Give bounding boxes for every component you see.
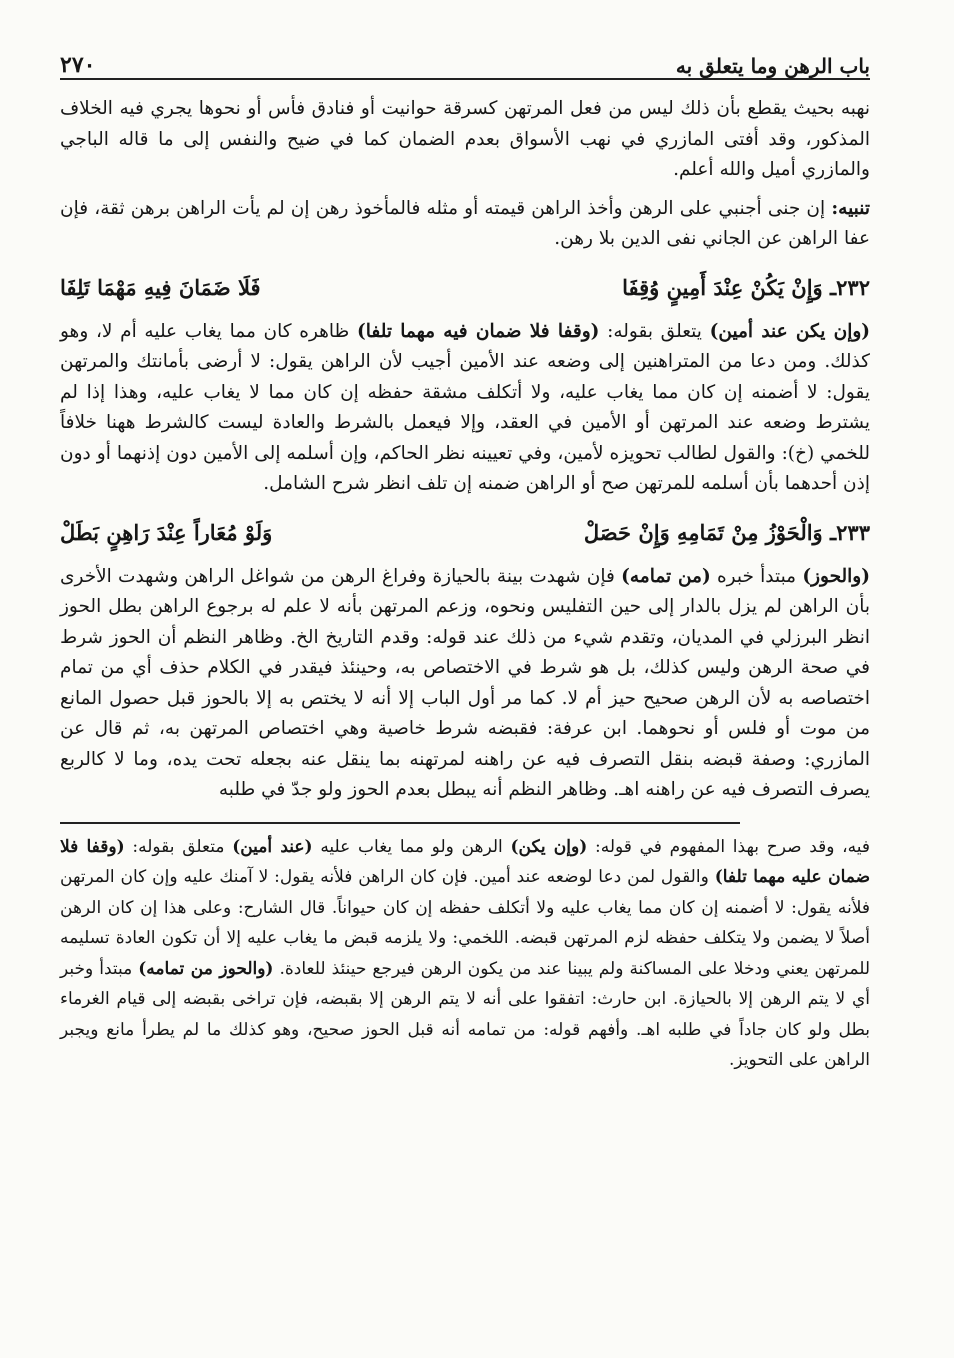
quote: (عند أمين) xyxy=(232,836,313,857)
quote: (وإن يكن) xyxy=(510,836,588,857)
note-text: إن جنى أجنبي على الرهن وأخذ الراهن قيمته أو مثله فالمأخوذ رهن إن لم يأت الراهن برهن ثقة، فإن عفا الراهن عن الجاني نفى الدين بلا رهن. xyxy=(60,197,870,249)
quote: (وإن يكن عند أمين) xyxy=(709,320,871,342)
commentary-233: (والحوز) مبتدأ خبره (من تمامه) فإن شهدت بينة بالحيازة وفراغ الرهن من شواغل الراهن وشهدت الأخرى بأن الراهن لم يزل بالدار إلى حين التفليس ونحوه، وزعم المرتهن بأنه لا علم له برجوع الراهن بطل الحوز انظر البرزلي في المديان، وتقدم شيء من ذلك عند قوله: وقدم التاريخ الخ. وظاهر النظم أن الحوز شرط في صحة الرهن وليس كذلك، بل هو شرط في الاختصاص به، وحينئذ فيقدر في الكلام حذف أي من تمام اختصاصه به لأن الرهن صحيح حيز أم لا. كما مر أول الباب إلا أنه لا يختص به إلا بالحوز قبل حصول المانع من موت أو فلس أو نحوهما. ابن عرفة: فقبضه شرط خاصية وهي اختصاص المرتهن به، ثم قال عن المازري: وصفة قبضه بنقل التصرف فيه عن راهنه لمرتهنه بما ينقل عنه بجعله تحت يده، وما لا كالربع يصرف التصرف فيه عن راهنه اهـ. وظاهر النظم أنه يبطل بعدم الحوز ولو جدّ في طلبه xyxy=(60,565,870,800)
page-header xyxy=(60,38,870,80)
paragraph-1: نهبه بحيث يقطع بأن ذلك ليس من فعل المرتهن كسرقة حوانيت أو فنادق فأس أو نحوها يجري فيه الخلاف المذكور، وقد أفتى المازري في نهب الأسواق بعدم الضمان كما في ضيح والنفس إلى ما قاله الباجي والمازري أميل والله أعلم. xyxy=(60,98,870,180)
quote: (والحوز من تمامه) xyxy=(138,958,274,979)
note-label: تنبيه: xyxy=(831,197,870,219)
footnote: فيه، وقد صرح بهذا المفهوم في قوله: (وإن يكن) الرهن ولو مما يغاب عليه (عند أمين) متعلق بقوله: (وقفا فلا ضمان عليه مهما تلفا) والقول لمن دعا لوضعه عند أمين. فإن كان الراهن فلأنه يقول: لا آمنك عليه وإن كان المرتهن فلأنه يقول: لا أضمنه إن كان مما يغاب عليه ولا أتكلف حفظه إن كان حيواناً. قال الشارح: وعلى هذا إن كان الرهن أصلاً لا يضمن ولا يتكلف حفظه لزم المرتهن قبضه. اللخمي: ولا يلزمه قبض ما يغاب عليه إلا أن تكون العادة تسليمه للمرتهن يعني ودخلا على المساكنة ولم يبينا عند من يكون الرهن فيرجع حينئذ للعادة. (والحوز من تمامه) مبتدأ وخبر أي لا يتم الرهن إلا بالحيازة. ابن حارث: اتفقوا على أنه لا يتم الرهن إلا بقبضه، فإن تراخى بقبضه إلى قيام الغرماء بطل ولو كان جاداً في طلبه اهـ. وأفهم قوله: من تمامه أنه قبل الحوز صحيح، وهو كذلك ما لم يطرأ مانع ويجبر الراهن على التحويز. xyxy=(60,836,871,1070)
footnote-divider xyxy=(60,822,740,824)
verse-233-first-hemistich: ٢٣٣ـ وَالْحَوْزُ مِنْ تَمَامِهِ وَإِنْ حَصَلْ xyxy=(583,520,870,545)
verse-232 xyxy=(60,259,870,317)
paragraph-note xyxy=(60,194,870,255)
quote: (من تمامه) xyxy=(621,565,711,587)
quote: (والحوز) xyxy=(802,565,870,587)
verse-233-second-hemistich: وَلَوْ مُعَاراً عِنْدَ رَاهِنٍ بَطَلْ xyxy=(60,520,273,545)
quote: (وقفا فلا ضمان عليه مهما تلفا) xyxy=(60,836,871,887)
verse-232-first-hemistich: ٢٣٢ـ وَإِنْ يَكُنْ عِنْدَ أَمِينٍ وُقِفَا xyxy=(622,275,870,300)
quote: (وقفا فلا ضمان فيه مهما تلفا) xyxy=(357,320,600,342)
verse-233 xyxy=(60,504,870,562)
commentary-232: (وإن يكن عند أمين) يتعلق بقوله: (وقفا فلا ضمان فيه مهما تلفا) ظاهره كان مما يغاب عليه أم لا، وهو كذلك. ومن دعا من المتراهنين إلى وضعه عند الأمين أجيب لأن الراهن يقول: لا أرضى بأمانتك والمرتهن يقول: لا أضمنه إن كان مما يغاب عليه، ولا أتكلف مشقة حفظه إن كان مما لا يغاب عليه، وهذا إذا لم يشترط وضعه عند المرتهن أو الأمين في العقد، وإلا فيعمل بالشرط والعادة ليست كالشرط ههنا خلافاً للخمي (خ): والقول لطالب تحويزه لأمين، وفي تعيينه نظر الحاكم، وإن أسلمه إلى الأمين دون إذنهما أو دون إذن أحدهما بأن أسلمه للمرتهن صح أو الراهن ضمنه إن تلف انظر شرح الشامل. xyxy=(60,320,871,494)
book-page xyxy=(60,38,870,1076)
page-number: ٢٧٠ xyxy=(60,52,96,78)
chapter-title: باب الرهن وما يتعلق به xyxy=(675,54,870,78)
verse-232-second-hemistich: فَلَا ضَمَانَ فِيهِ مَهْمَا تَلِفَا xyxy=(60,275,261,300)
